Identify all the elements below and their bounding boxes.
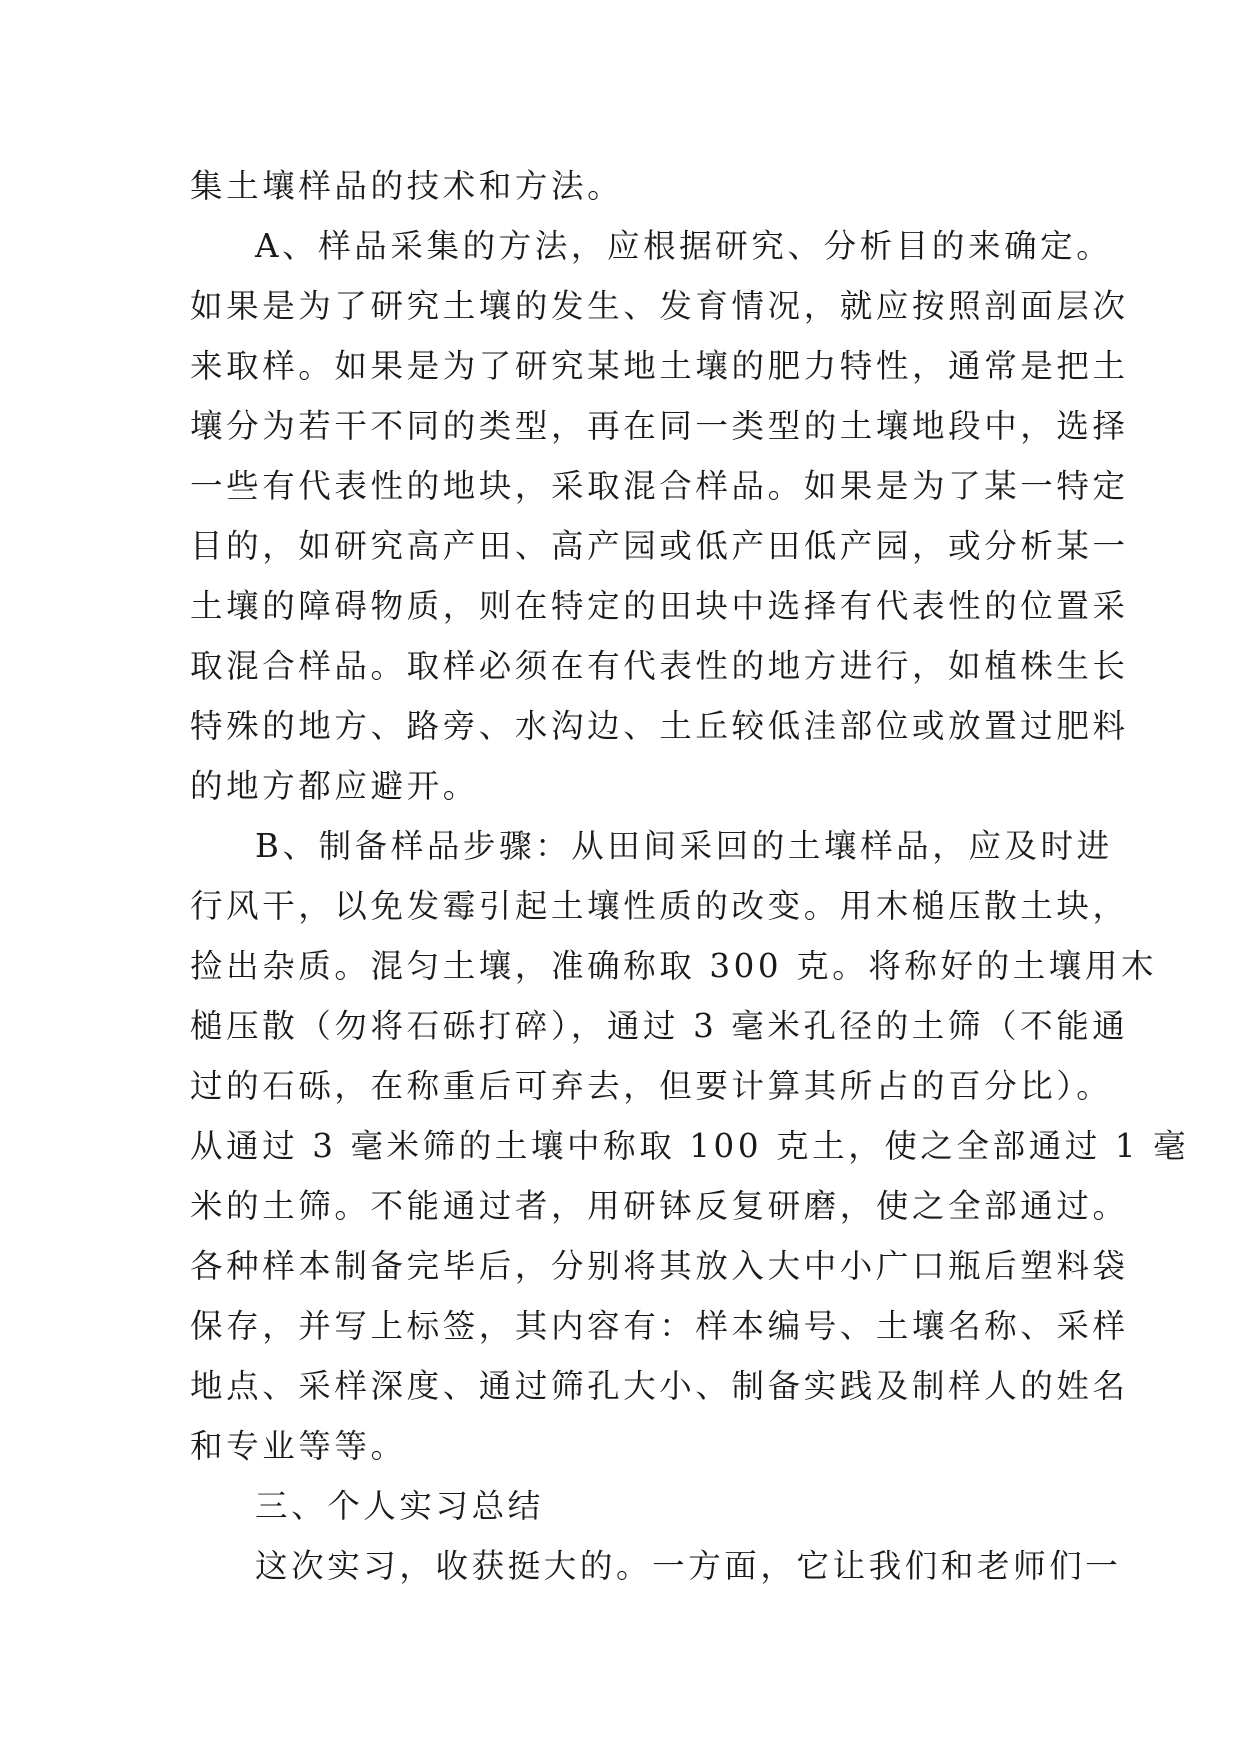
text-line: 特殊的地方、路旁、水沟边、土丘较低洼部位或放置过肥料 (190, 707, 1129, 745)
text-line: 这次实习，收获挺大的。一方面，它让我们和老师们一 (255, 1547, 1122, 1585)
text-line: 行风干，以免发霉引起土壤性质的改变。用木槌压散土块， (190, 887, 1129, 925)
text-line: 槌压散（勿将石砾打碎），通过 3 毫米孔径的土筛（不能通 (190, 1007, 1129, 1045)
text-line: 过的石砾，在称重后可弃去，但要计算其所占的百分比）。 (190, 1067, 1113, 1105)
text-line: 取混合样品。取样必须在有代表性的地方进行，如植株生长 (190, 647, 1129, 685)
text-line: 集土壤样品的技术和方法。 (190, 167, 624, 205)
text-line: 和专业等等。 (190, 1427, 407, 1465)
text-line: 各种样本制备完毕后，分别将其放入大中小广口瓶后塑料袋 (190, 1247, 1129, 1285)
text-line: 一些有代表性的地块，采取混合样品。如果是为了某一特定 (190, 467, 1129, 505)
text-line: 的地方都应避开。 (190, 767, 479, 805)
text-line: 从通过 3 毫米筛的土壤中称取 100 克土，使之全部通过 1 毫 (190, 1127, 1190, 1165)
section-heading: 三、个人实习总结 (255, 1487, 544, 1525)
text-line: 捡出杂质。混匀土壤，准确称取 300 克。将称好的土壤用木 (190, 947, 1158, 985)
text-line: 保存，并写上标签，其内容有：样本编号、土壤名称、采样 (190, 1307, 1129, 1345)
text-line: 米的土筛。不能通过者，用研钵反复研磨，使之全部通过。 (190, 1187, 1129, 1225)
text-line: 来取样。如果是为了研究某地土壤的肥力特性，通常是把土 (190, 347, 1129, 385)
paragraph-a-heading-line: A、样品采集的方法，应根据研究、分析目的来确定。 (255, 227, 1113, 265)
text-line: 壤分为若干不同的类型，再在同一类型的土壤地段中，选择 (190, 407, 1129, 445)
text-line: 地点、采样深度、通过筛孔大小、制备实践及制样人的姓名 (190, 1367, 1129, 1405)
text-line: 土壤的障碍物质，则在特定的田块中选择有代表性的位置采 (190, 587, 1129, 625)
text-line: 如果是为了研究土壤的发生、发育情况，就应按照剖面层次 (190, 287, 1129, 325)
paragraph-b-heading-line: B、制备样品步骤：从田间采回的土壤样品，应及时进 (255, 827, 1113, 865)
text-line: 目的，如研究高产田、高产园或低产田低产园，或分析某一 (190, 527, 1129, 565)
